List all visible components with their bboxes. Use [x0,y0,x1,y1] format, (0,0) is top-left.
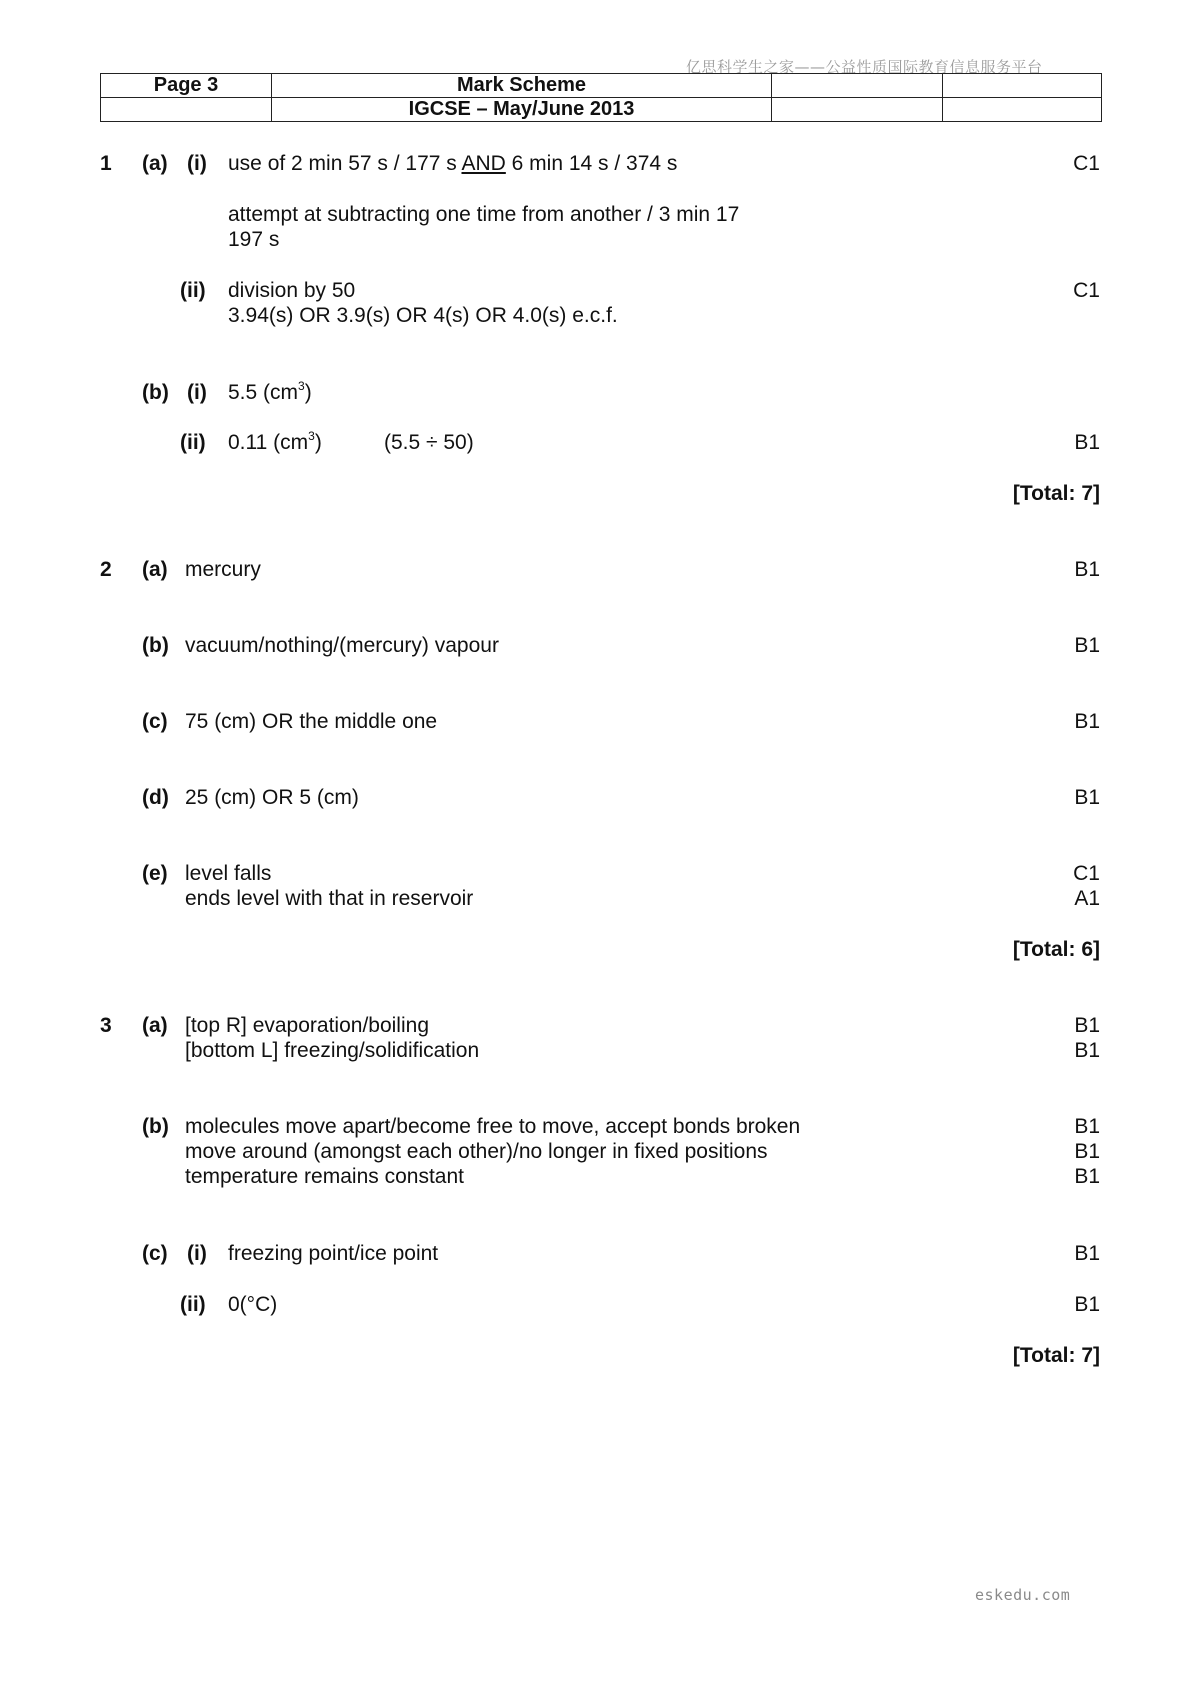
q3-c-ii-mark: B1 [1074,1293,1100,1316]
q3-b-mark1: B1 [1074,1115,1100,1138]
q3-b-mark2: B1 [1074,1140,1100,1163]
q2-part-d-label: (d) [142,786,169,809]
q2-d-mark: B1 [1074,786,1100,809]
q2-part-e-label: (e) [142,862,168,885]
q2-b-mark: B1 [1074,634,1100,657]
q2-a-mark: B1 [1074,558,1100,581]
header-page: Page 3 [101,74,272,98]
q3-c-i-mark: B1 [1074,1242,1100,1265]
q1-a-i-answer-line2: attempt at subtracting one time from another / 3 min 17 [228,203,740,226]
q3-total: [Total: 7] [1012,1344,1100,1367]
q2-b-answer: vacuum/nothing/(mercury) vapour [185,634,499,657]
q1-sub-ii-label: (ii) [180,431,206,454]
q2-c-mark: B1 [1074,710,1100,733]
q1-b-ii-answer: 0.11 $(cm^3)$ [228,429,322,454]
q3-a-mark1: B1 [1074,1014,1100,1037]
q2-part-b-label: (b) [142,634,169,657]
q3-b-answer-line3: temperature remains constant [185,1165,464,1188]
q1-b-ii-mark: B1 [1074,431,1100,454]
q3-sub-ii-label: (ii) [180,1293,206,1316]
q3-b-answer-line2: move around (amongst each other)/no longer in fixed positions [185,1140,768,1163]
q1-b-i-answer: 5.5 $(cm^3)$ [228,379,312,404]
header-table [100,73,1102,122]
header-empty-cell [943,74,1102,98]
q2-part-a-label: (a) [142,558,168,581]
q2-e-answer-line1: level falls [185,862,272,885]
q1-b-ii-calculation: (5.5 ÷ 50) [384,431,474,454]
q3-a-answer-line1: [top R] evaporation/boiling [185,1014,429,1037]
q1-sub-i-label: (i) [187,152,207,175]
q1-a-i-answer-line3: 197 s [228,228,280,251]
q2-total: [Total: 6] [1012,938,1100,961]
header-subtitle: IGCSE – May/June 2013 [272,98,772,122]
q3-number: 3 [100,1014,112,1037]
q1-part-b-label: (b) [142,381,169,404]
q3-part-c-label: (c) [142,1242,168,1265]
header-title: Mark Scheme [272,74,772,98]
header-empty-cell [943,98,1102,122]
q3-part-a-label: (a) [142,1014,168,1037]
q1-number: 1 [100,152,112,175]
q1-sub-ii-label: (ii) [180,279,206,302]
q2-e-answer-line2: ends level with that in reservoir [185,887,474,910]
q3-part-b-label: (b) [142,1115,169,1138]
q2-c-answer: 75 (cm) OR the middle one [185,710,438,733]
q2-number: 2 [100,558,112,581]
q2-e-mark1: C1 [1073,862,1100,885]
q3-c-ii-answer: 0(°C) [228,1293,278,1316]
q3-a-mark2: B1 [1074,1039,1100,1062]
watermark-top: 亿思科学生之家——公益性质国际教育信息服务平台 [686,58,1043,76]
q3-b-answer-line1: molecules move apart/become free to move, accept bonds broken [185,1115,801,1138]
header-empty-cell [772,74,943,98]
q3-sub-i-label: (i) [187,1242,207,1265]
q2-part-c-label: (c) [142,710,168,733]
header-empty-cell [772,98,943,122]
q1-total: [Total: 7] [1012,482,1100,505]
q3-c-i-answer: freezing point/ice point [228,1242,439,1265]
q1-a-ii-mark: C1 [1073,279,1100,302]
q1-sub-i-label: (i) [187,381,207,404]
q3-b-mark3: B1 [1074,1165,1100,1188]
q3-a-answer-line2: [bottom L] freezing/solidification [185,1039,480,1062]
q1-a-i-answer-line1: use of 2 min 57 s / 177 s AND 6 min 14 s / 374 s [228,152,678,175]
q1-part-a-label: (a) [142,152,168,175]
q2-d-answer: 25 (cm) OR 5 (cm) [185,786,359,809]
q1-a-i-mark: C1 [1073,152,1100,175]
header-empty-cell [101,98,272,122]
q1-a-ii-answer-line1: division by 50 [228,279,356,302]
q2-e-mark2: A1 [1074,887,1100,910]
watermark-bottom: eskedu.com [975,1586,1071,1604]
q2-a-answer: mercury [185,558,261,581]
q1-a-ii-answer-line2: 3.94(s) OR 3.9(s) OR 4(s) OR 4.0(s) e.c.f. [228,304,618,327]
